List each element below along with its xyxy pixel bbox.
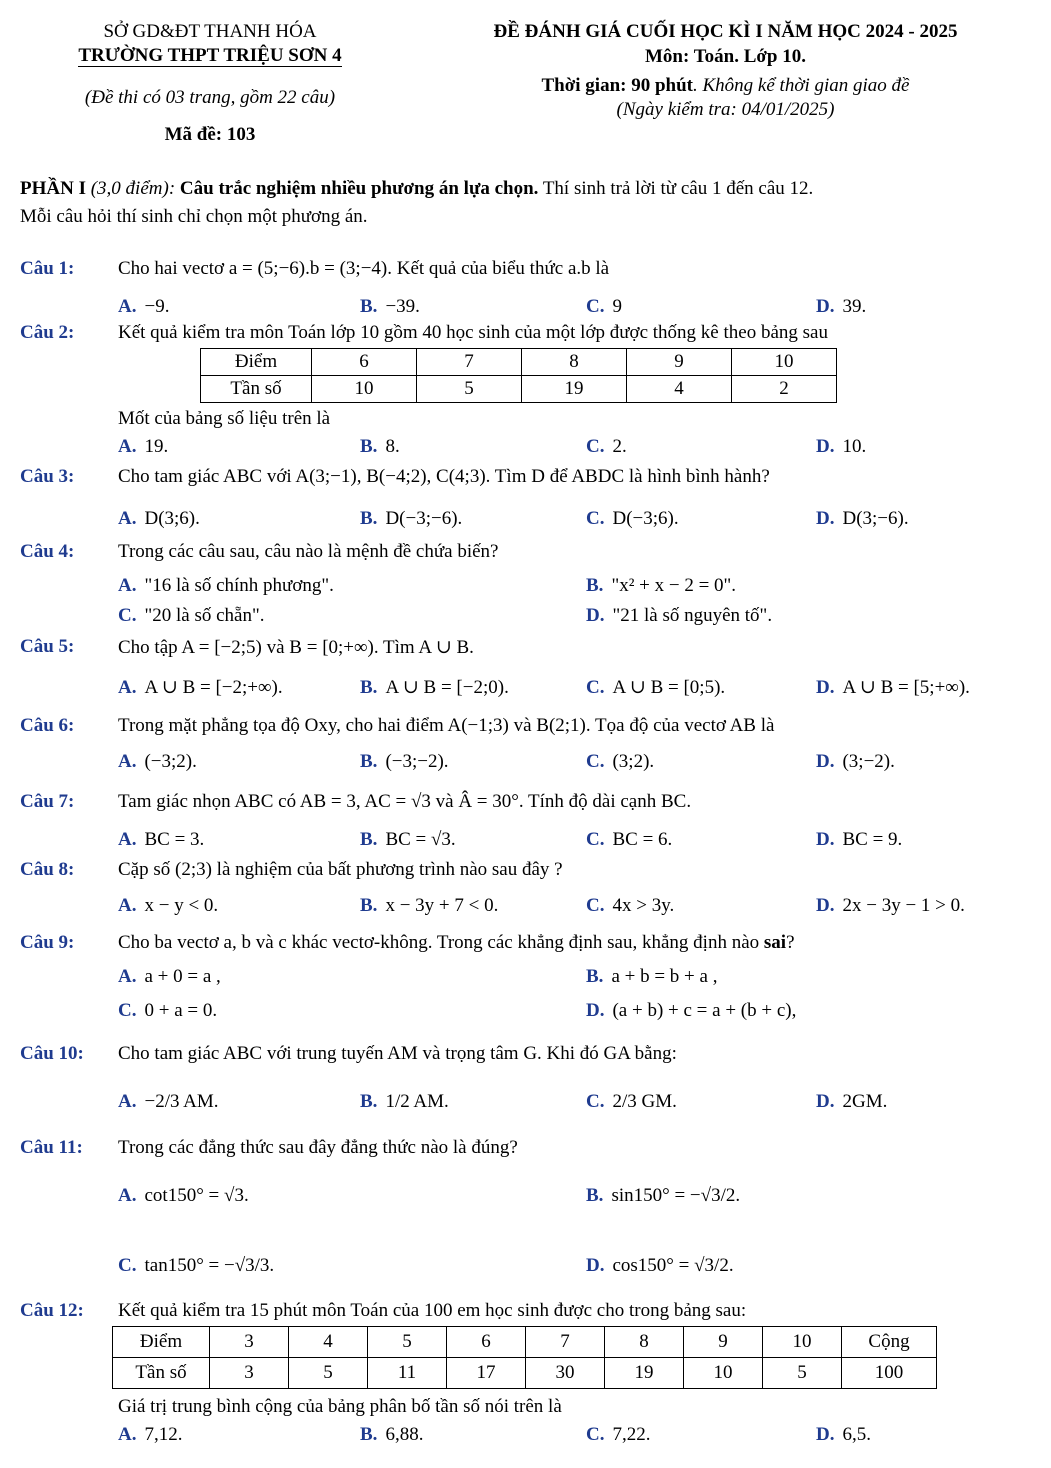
- option-label: B.: [360, 436, 378, 457]
- option-text: 6,88.: [385, 1424, 424, 1445]
- table-cell: 5: [763, 1358, 842, 1389]
- option-c[interactable]: [586, 676, 725, 699]
- option-label: A.: [118, 966, 137, 987]
- table-cell: 7: [526, 1327, 605, 1358]
- option-d[interactable]: [586, 1000, 796, 1022]
- option-b[interactable]: [586, 1185, 740, 1207]
- option-label: B.: [586, 1185, 604, 1206]
- option-d[interactable]: [816, 751, 895, 773]
- option-text: (3;2).: [612, 751, 655, 772]
- option-text: A ∪ B = [−2;0).: [385, 677, 509, 698]
- question-number: Câu 11:: [20, 1137, 83, 1158]
- option-b[interactable]: [360, 508, 462, 530]
- option-label: D.: [816, 1424, 835, 1445]
- option-label: D.: [816, 296, 835, 317]
- question-text: Kết quả kiểm tra 15 phút môn Toán của 100 em học sinh được cho trong bảng sau:: [118, 1300, 747, 1321]
- option-text: A ∪ B = [−2;+∞).: [144, 677, 283, 698]
- option-label: D.: [586, 605, 605, 626]
- option-label: B.: [586, 966, 604, 987]
- header-right: [400, 20, 1051, 122]
- part-instructions: [20, 175, 1040, 231]
- question-number: Câu 1:: [20, 258, 75, 279]
- text: ?: [786, 932, 795, 953]
- table-cell: 5: [417, 376, 522, 403]
- table-cell: 3: [210, 1358, 289, 1389]
- option-label: D.: [586, 1255, 605, 1276]
- table-cell: Tần số: [201, 376, 312, 403]
- question-text: Tam giác nhọn ABC có AB = 3, AC = √3 và Â = 30°. Tính độ dài cạnh BC.: [118, 791, 692, 812]
- text: Cho ba vectơ a, b và c khác vectơ-không. Trong các khẳng định sau, khẳng định nào: [118, 932, 764, 953]
- question-text: Cho hai vectơ a = (5;−6).b = (3;−4). Kết quả của biểu thức a.b là: [118, 258, 610, 279]
- question-text: Trong mặt phẳng tọa độ Oxy, cho hai điểm A(−1;3) và B(2;1). Tọa độ của vectơ AB là: [118, 715, 775, 736]
- option-label: C.: [586, 1424, 605, 1445]
- exam-title: ĐỀ ĐÁNH GIÁ CUỐI HỌC KÌ I NĂM HỌC 2024 - 2025: [493, 21, 958, 42]
- option-label: B.: [360, 508, 378, 529]
- option-a[interactable]: [118, 895, 218, 917]
- text: Giá trị trung bình cộng của bảng phân bố tần số nói trên là: [118, 1396, 562, 1417]
- header-left: [0, 20, 420, 146]
- text: Mỗi câu hỏi thí sinh chỉ chọn một phương án.: [20, 206, 368, 227]
- exam-code: Mã đề: 103: [164, 124, 256, 145]
- option-label: A.: [118, 677, 137, 698]
- option-a[interactable]: [118, 751, 197, 773]
- table-cell: 17: [447, 1358, 526, 1389]
- option-text: −39.: [385, 296, 420, 317]
- option-text: 0 + a = 0.: [144, 1000, 218, 1021]
- table-cell: Cộng: [842, 1327, 937, 1358]
- text: Câu trắc nghiệm nhiều phương án lựa chọn.: [179, 178, 539, 199]
- option-label: A.: [118, 575, 137, 596]
- option-c[interactable]: [586, 829, 672, 851]
- table-cell: 8: [522, 349, 627, 376]
- option-label: D.: [816, 436, 835, 457]
- option-a[interactable]: [118, 676, 283, 699]
- table-cell: 3: [210, 1327, 289, 1358]
- option-label: C.: [586, 895, 605, 916]
- question-number: Câu 10:: [20, 1043, 84, 1064]
- school-name: TRƯỜNG THPT TRIỆU SƠN 4: [78, 45, 342, 66]
- option-text: "20 là số chẵn".: [144, 605, 265, 626]
- pages-note: (Đề thi có 03 trang, gồm 22 câu): [84, 87, 336, 108]
- option-label: A.: [118, 1091, 137, 1112]
- option-label: A.: [118, 751, 137, 772]
- text: . Không kể thời gian giao đề: [693, 75, 910, 96]
- option-b[interactable]: [360, 1424, 423, 1446]
- option-c[interactable]: [586, 508, 679, 530]
- option-text: 2.: [612, 436, 627, 457]
- option-a[interactable]: [118, 829, 204, 851]
- option-c[interactable]: [586, 1424, 650, 1446]
- option-text: 4x > 3y.: [612, 895, 675, 916]
- table-cell: 100: [842, 1358, 937, 1389]
- table-cell: 30: [526, 1358, 605, 1389]
- option-d[interactable]: [816, 436, 866, 458]
- question-number: Câu 3:: [20, 466, 75, 487]
- table-cell: 5: [368, 1327, 447, 1358]
- table-cell: 9: [684, 1327, 763, 1358]
- question-text: [118, 932, 795, 954]
- option-text: 2/3 GM.: [612, 1091, 677, 1112]
- question-number: Câu 9:: [20, 932, 75, 953]
- option-text: A ∪ B = [0;5).: [612, 677, 726, 698]
- option-text: −2/3 AM.: [144, 1091, 219, 1112]
- option-b[interactable]: [360, 296, 420, 318]
- option-label: D.: [816, 829, 835, 850]
- option-text: cot150° = √3.: [144, 1185, 249, 1206]
- option-text: 19.: [144, 436, 169, 457]
- option-text: 2x − 3y − 1 > 0.: [842, 895, 965, 916]
- table-cell: Tần số: [113, 1358, 210, 1389]
- option-a[interactable]: [118, 436, 168, 458]
- option-label: C.: [586, 296, 605, 317]
- question-number: Câu 8:: [20, 859, 75, 880]
- option-label: B.: [360, 895, 378, 916]
- table-cell: 19: [605, 1358, 684, 1389]
- option-label: A.: [118, 895, 137, 916]
- option-text: D(−3;6).: [612, 508, 679, 529]
- option-text: 2GM.: [842, 1091, 888, 1112]
- option-label: A.: [118, 1424, 137, 1445]
- option-d[interactable]: [586, 1255, 734, 1277]
- question-text: Cặp số (2;3) là nghiệm của bất phương trình nào sau đây ?: [118, 859, 563, 880]
- question-number: Câu 4:: [20, 541, 75, 562]
- text: Thời gian: 90 phút: [541, 75, 693, 96]
- option-d[interactable]: [586, 605, 772, 627]
- option-label: B.: [586, 575, 604, 596]
- option-text: sin150° = −√3/2.: [611, 1185, 741, 1206]
- question-number: Câu 2:: [20, 322, 75, 343]
- option-label: A.: [118, 296, 137, 317]
- table-cell: 10: [684, 1358, 763, 1389]
- score-table: [112, 1326, 937, 1389]
- table-cell: 6: [447, 1327, 526, 1358]
- option-text: 9: [612, 296, 622, 317]
- option-text: a + 0 = a ,: [144, 966, 221, 987]
- option-text: 7,12.: [144, 1424, 183, 1445]
- option-text: 8.: [385, 436, 400, 457]
- option-b[interactable]: [360, 829, 456, 851]
- option-text: D(−3;−6).: [385, 508, 463, 529]
- option-b[interactable]: [360, 751, 449, 773]
- table-cell: 2: [732, 376, 837, 403]
- option-label: A.: [118, 829, 137, 850]
- option-text: BC = 6.: [612, 829, 673, 850]
- table-cell: 5: [289, 1358, 368, 1389]
- option-a[interactable]: [118, 575, 334, 597]
- option-text: tan150° = −√3/3.: [144, 1255, 275, 1276]
- option-label: D.: [586, 1000, 605, 1021]
- option-b[interactable]: [586, 575, 736, 597]
- option-c[interactable]: [118, 1000, 217, 1022]
- option-a[interactable]: [118, 508, 200, 530]
- table-cell: 11: [368, 1358, 447, 1389]
- option-text: BC = 3.: [144, 829, 205, 850]
- option-label: A.: [118, 436, 137, 457]
- question-text: Trong các câu sau, câu nào là mệnh đề chứa biến?: [118, 541, 499, 562]
- time-limit: [400, 74, 1051, 98]
- option-c[interactable]: [586, 296, 622, 318]
- option-label: C.: [118, 1255, 137, 1276]
- option-c[interactable]: [586, 895, 674, 917]
- option-label: C.: [586, 677, 605, 698]
- option-text: x − 3y + 7 < 0.: [385, 895, 499, 916]
- subject: Môn: Toán. Lớp 10.: [645, 46, 806, 67]
- option-label: C.: [586, 751, 605, 772]
- option-text: BC = √3.: [385, 829, 456, 850]
- option-a[interactable]: [118, 296, 169, 318]
- option-label: D.: [816, 895, 835, 916]
- option-label: B.: [360, 751, 378, 772]
- option-label: B.: [360, 1424, 378, 1445]
- option-b[interactable]: [360, 895, 498, 917]
- option-text: 1/2 AM.: [385, 1091, 449, 1112]
- question-number: Câu 6:: [20, 715, 75, 736]
- option-label: C.: [586, 829, 605, 850]
- option-text: 39.: [842, 296, 867, 317]
- option-text: (−3;2).: [144, 751, 197, 772]
- option-text: x − y < 0.: [144, 895, 219, 916]
- question-number: Câu 7:: [20, 791, 75, 812]
- option-b[interactable]: [586, 966, 717, 988]
- option-c[interactable]: [118, 605, 264, 627]
- option-text: "16 là số chính phương".: [144, 575, 334, 596]
- option-a[interactable]: [118, 1185, 249, 1207]
- option-label: B.: [360, 1091, 378, 1112]
- text: Thí sinh trả lời từ câu 1 đến câu 12.: [538, 178, 814, 199]
- option-b[interactable]: [360, 676, 509, 699]
- option-text: A ∪ B = [5;+∞).: [842, 677, 970, 698]
- option-text: a + b = b + a ,: [611, 966, 718, 987]
- option-text: 7,22.: [612, 1424, 651, 1445]
- option-text: 6,5.: [842, 1424, 871, 1445]
- table-cell: 6: [312, 349, 417, 376]
- table-cell: 19: [522, 376, 627, 403]
- option-c[interactable]: [586, 436, 627, 458]
- option-text: D(3;−6).: [842, 508, 909, 529]
- option-text: cos150° = √3/2.: [612, 1255, 734, 1276]
- question-number: Câu 5:: [20, 636, 75, 657]
- table-cell: 10: [312, 376, 417, 403]
- score-table: [200, 348, 837, 403]
- table-cell: 8: [605, 1327, 684, 1358]
- question-text: Cho tam giác ABC với A(3;−1), B(−4;2), C(4;3). Tìm D để ABDC là hình bình hành?: [118, 466, 770, 487]
- option-text: (3;−2).: [842, 751, 895, 772]
- option-d[interactable]: [816, 829, 902, 851]
- table-cell: 10: [732, 349, 837, 376]
- option-label: B.: [360, 296, 378, 317]
- option-d[interactable]: [816, 895, 965, 917]
- option-d[interactable]: [816, 676, 970, 699]
- option-label: C.: [586, 508, 605, 529]
- option-label: B.: [360, 829, 378, 850]
- option-text: "21 là số nguyên tố".: [612, 605, 773, 626]
- option-a[interactable]: [118, 1424, 182, 1446]
- option-c[interactable]: [586, 751, 654, 773]
- option-label: A.: [118, 1185, 137, 1206]
- question-number: Câu 12:: [20, 1300, 84, 1321]
- question-text: Cho tam giác ABC với trung tuyến AM và trọng tâm G. Khi đó GA bằng:: [118, 1043, 677, 1064]
- option-label: C.: [586, 1091, 605, 1112]
- table-cell: 10: [763, 1327, 842, 1358]
- table-cell: 7: [417, 349, 522, 376]
- option-label: D.: [816, 751, 835, 772]
- option-b[interactable]: [360, 436, 400, 458]
- option-label: B.: [360, 677, 378, 698]
- table-cell: 4: [289, 1327, 368, 1358]
- option-label: C.: [586, 436, 605, 457]
- option-text: 10.: [842, 436, 867, 457]
- table-cell: Điểm: [201, 349, 312, 376]
- option-a[interactable]: [118, 966, 221, 988]
- option-d[interactable]: [816, 1424, 871, 1446]
- option-label: D.: [816, 677, 835, 698]
- option-d[interactable]: [816, 1091, 887, 1113]
- option-b[interactable]: [360, 1091, 449, 1113]
- question-text: Cho tập A = [−2;5) và B = [0;+∞). Tìm A ∪ B.: [118, 637, 474, 658]
- option-c[interactable]: [586, 1091, 677, 1113]
- option-label: D.: [816, 508, 835, 529]
- option-label: C.: [118, 605, 137, 626]
- option-label: C.: [118, 1000, 137, 1021]
- option-c[interactable]: [118, 1255, 274, 1277]
- option-text: D(3;6).: [144, 508, 200, 529]
- text: sai: [763, 932, 787, 953]
- text: Mốt của bảng số liệu trên là: [118, 408, 331, 429]
- table-cell: 4: [627, 376, 732, 403]
- option-label: A.: [118, 508, 137, 529]
- table-cell: 9: [627, 349, 732, 376]
- text: PHẦN I: [20, 178, 86, 199]
- question-text: Kết quả kiểm tra môn Toán lớp 10 gồm 40 học sinh của một lớp được thống kê theo bảng sau: [118, 322, 828, 343]
- option-text: BC = 9.: [842, 829, 903, 850]
- exam-date: (Ngày kiểm tra: 04/01/2025): [616, 99, 835, 120]
- text: (3,0 điểm):: [85, 178, 180, 199]
- department: SỞ GD&ĐT THANH HÓA: [103, 21, 317, 42]
- option-a[interactable]: [118, 1091, 219, 1113]
- option-text: (−3;−2).: [385, 751, 449, 772]
- option-text: "x² + x − 2 = 0".: [611, 575, 737, 596]
- option-label: D.: [816, 1091, 835, 1112]
- table-cell: Điểm: [113, 1327, 210, 1358]
- option-text: (a + b) + c = a + (b + c),: [612, 1000, 797, 1021]
- option-d[interactable]: [816, 296, 866, 318]
- option-d[interactable]: [816, 508, 909, 530]
- option-text: −9.: [144, 296, 170, 317]
- question-text: Trong các đẳng thức sau đây đẳng thức nào là đúng?: [118, 1137, 518, 1158]
